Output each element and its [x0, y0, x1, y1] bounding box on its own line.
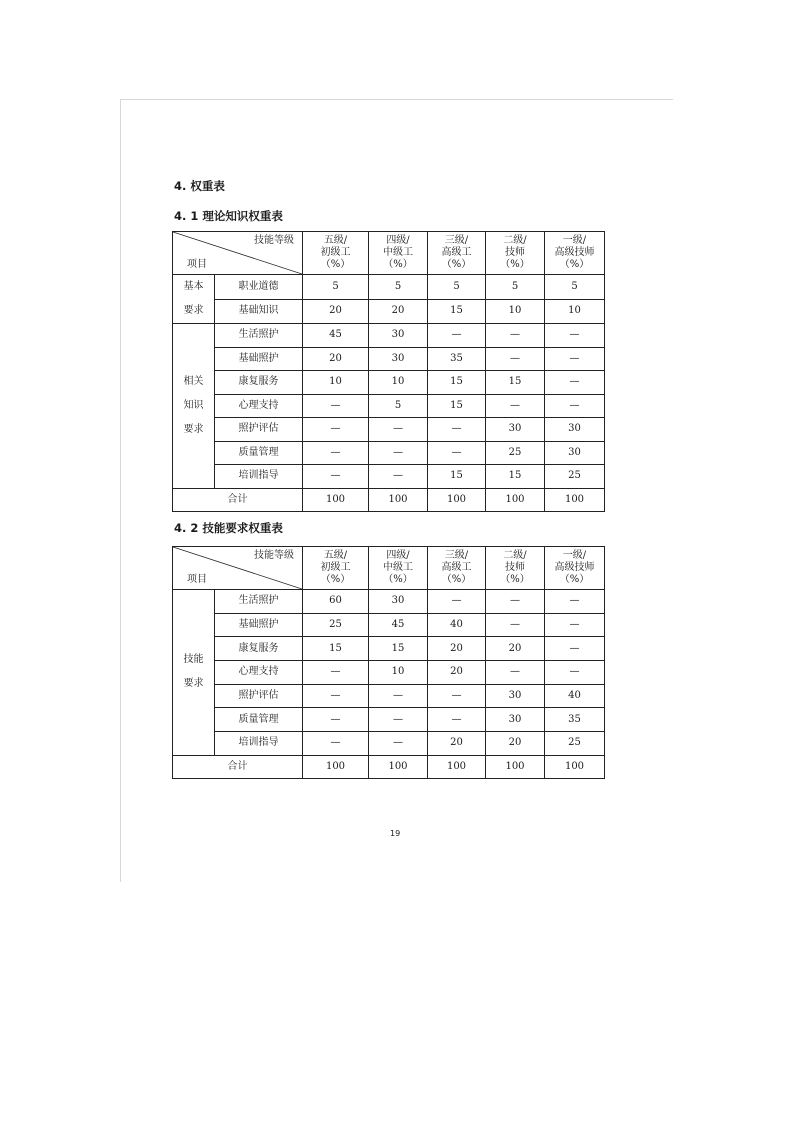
weight-cell: 15: [428, 371, 486, 395]
weight-cell: 15: [486, 465, 545, 489]
corner-label-levels: 技能等级: [254, 235, 294, 246]
item-label: 生活照护: [215, 590, 303, 614]
item-label: 康复服务: [215, 637, 303, 661]
weight-cell: 10: [369, 371, 428, 395]
table-row: [173, 347, 605, 371]
total-row: [173, 488, 605, 511]
weight-cell: —: [303, 708, 369, 732]
weight-cell: 5: [486, 275, 545, 300]
item-label: 基础照护: [215, 613, 303, 637]
page-number: 19: [390, 829, 401, 838]
weight-cell: 20: [486, 637, 545, 661]
weight-cell: —: [545, 324, 605, 348]
level-header: 五级/ 初级工 （%）: [303, 232, 369, 275]
table-row: [173, 441, 605, 465]
weight-cell: 20: [428, 661, 486, 685]
item-label: 心理支持: [215, 394, 303, 418]
weight-cell: 25: [545, 465, 605, 489]
table-row: [173, 465, 605, 489]
weight-cell: —: [303, 418, 369, 442]
total-label: 合计: [173, 488, 303, 511]
weight-cell: —: [303, 732, 369, 756]
weight-cell: —: [369, 732, 428, 756]
weight-cell: 25: [303, 613, 369, 637]
weight-cell: 5: [428, 275, 486, 300]
corner-label-levels: 技能等级: [254, 550, 294, 561]
total-cell: 100: [303, 488, 369, 511]
weight-cell: —: [369, 465, 428, 489]
table-row: [173, 637, 605, 661]
weight-cell: 30: [369, 347, 428, 371]
total-cell: 100: [428, 755, 486, 778]
table-row: [173, 613, 605, 637]
weight-cell: —: [486, 661, 545, 685]
section-heading: 4. 权重表: [174, 179, 225, 193]
weight-cell: 15: [428, 465, 486, 489]
table-row: [173, 275, 605, 300]
total-cell: 100: [545, 488, 605, 511]
weight-cell: —: [428, 684, 486, 708]
item-label: 照护评估: [215, 684, 303, 708]
item-label: 康复服务: [215, 371, 303, 395]
weight-cell: —: [428, 590, 486, 614]
table-row: [173, 684, 605, 708]
skills-weight-table: [172, 546, 605, 779]
weight-cell: 10: [303, 371, 369, 395]
weight-cell: —: [303, 441, 369, 465]
table-row: [173, 324, 605, 348]
weight-cell: 30: [369, 590, 428, 614]
group-label-related: 相关 知识 要求: [173, 324, 215, 489]
weight-cell: 15: [486, 371, 545, 395]
weight-cell: —: [428, 441, 486, 465]
weight-cell: —: [428, 708, 486, 732]
weight-cell: —: [369, 684, 428, 708]
weight-cell: —: [545, 347, 605, 371]
weight-cell: 30: [486, 684, 545, 708]
weight-cell: 40: [545, 684, 605, 708]
weight-cell: 5: [303, 275, 369, 300]
weight-cell: 15: [303, 637, 369, 661]
weight-cell: 20: [428, 637, 486, 661]
total-cell: 100: [369, 488, 428, 511]
level-header: 一级/ 高级技师 （%）: [545, 232, 605, 275]
weight-cell: —: [545, 613, 605, 637]
table-header-row: [173, 232, 605, 275]
table-header-row: [173, 547, 605, 590]
total-cell: 100: [369, 755, 428, 778]
table-row: [173, 661, 605, 685]
weight-cell: 20: [428, 732, 486, 756]
theory-table-title: 4. 1 理论知识权重表: [174, 209, 283, 223]
weight-cell: 35: [545, 708, 605, 732]
weight-cell: —: [428, 324, 486, 348]
weight-cell: 40: [428, 613, 486, 637]
weight-cell: 15: [428, 299, 486, 324]
weight-cell: 20: [303, 299, 369, 324]
total-cell: 100: [486, 755, 545, 778]
level-header: 二级/ 技师 （%）: [486, 547, 545, 590]
page-border-top: [120, 99, 673, 100]
weight-cell: —: [545, 590, 605, 614]
level-header: 二级/ 技师 （%）: [486, 232, 545, 275]
total-row: [173, 755, 605, 778]
weight-cell: —: [303, 394, 369, 418]
weight-cell: —: [303, 684, 369, 708]
weight-cell: 30: [486, 708, 545, 732]
weight-cell: —: [486, 347, 545, 371]
item-label: 生活照护: [215, 324, 303, 348]
weight-cell: 60: [303, 590, 369, 614]
table-row: [173, 371, 605, 395]
weight-cell: 20: [369, 299, 428, 324]
total-cell: 100: [545, 755, 605, 778]
weight-cell: —: [369, 708, 428, 732]
weight-cell: 20: [486, 732, 545, 756]
total-label: 合计: [173, 755, 303, 778]
weight-cell: —: [369, 441, 428, 465]
weight-cell: 25: [545, 732, 605, 756]
group-label-basic: 基本 要求: [173, 275, 215, 324]
item-label: 基础知识: [215, 299, 303, 324]
table-row: [173, 299, 605, 324]
weight-cell: 20: [303, 347, 369, 371]
skills-table-title: 4. 2 技能要求权重表: [174, 521, 283, 535]
item-label: 培训指导: [215, 465, 303, 489]
level-header: 一级/ 高级技师 （%）: [545, 547, 605, 590]
weight-cell: —: [303, 661, 369, 685]
weight-cell: —: [428, 418, 486, 442]
weight-cell: —: [369, 418, 428, 442]
table-row: [173, 708, 605, 732]
weight-cell: 45: [303, 324, 369, 348]
weight-cell: 10: [369, 661, 428, 685]
page-border-left: [120, 99, 121, 882]
weight-cell: 35: [428, 347, 486, 371]
table-row: [173, 394, 605, 418]
group-label-skills: 技能 要求: [173, 590, 215, 756]
weight-cell: 5: [545, 275, 605, 300]
corner-label-items: 项目: [187, 574, 207, 585]
item-label: 培训指导: [215, 732, 303, 756]
corner-label-items: 项目: [187, 259, 207, 270]
weight-cell: 15: [428, 394, 486, 418]
weight-cell: 30: [369, 324, 428, 348]
total-cell: 100: [303, 755, 369, 778]
weight-cell: 5: [369, 394, 428, 418]
weight-cell: 45: [369, 613, 428, 637]
weight-cell: 15: [369, 637, 428, 661]
header-corner-cell: [173, 232, 303, 275]
item-label: 照护评估: [215, 418, 303, 442]
table-row: [173, 590, 605, 614]
weight-cell: —: [486, 394, 545, 418]
table-row: [173, 732, 605, 756]
weight-cell: 10: [545, 299, 605, 324]
level-header: 四级/ 中级工 （%）: [369, 547, 428, 590]
weight-cell: —: [545, 371, 605, 395]
weight-cell: 25: [486, 441, 545, 465]
item-label: 质量管理: [215, 441, 303, 465]
item-label: 职业道德: [215, 275, 303, 300]
item-label: 心理支持: [215, 661, 303, 685]
weight-cell: —: [545, 661, 605, 685]
weight-cell: —: [486, 613, 545, 637]
weight-cell: 10: [486, 299, 545, 324]
item-label: 基础照护: [215, 347, 303, 371]
total-cell: 100: [428, 488, 486, 511]
level-header: 四级/ 中级工 （%）: [369, 232, 428, 275]
weight-cell: —: [486, 324, 545, 348]
weight-cell: 30: [545, 441, 605, 465]
weight-cell: 5: [369, 275, 428, 300]
header-corner-cell: [173, 547, 303, 590]
weight-cell: —: [545, 637, 605, 661]
level-header: 三级/ 高级工 （%）: [428, 547, 486, 590]
weight-cell: —: [486, 590, 545, 614]
weight-cell: 30: [545, 418, 605, 442]
table-row: [173, 418, 605, 442]
level-header: 三级/ 高级工 （%）: [428, 232, 486, 275]
item-label: 质量管理: [215, 708, 303, 732]
weight-cell: —: [303, 465, 369, 489]
weight-cell: 30: [486, 418, 545, 442]
level-header: 五级/ 初级工 （%）: [303, 547, 369, 590]
theory-weight-table: [172, 231, 605, 512]
weight-cell: —: [545, 394, 605, 418]
total-cell: 100: [486, 488, 545, 511]
